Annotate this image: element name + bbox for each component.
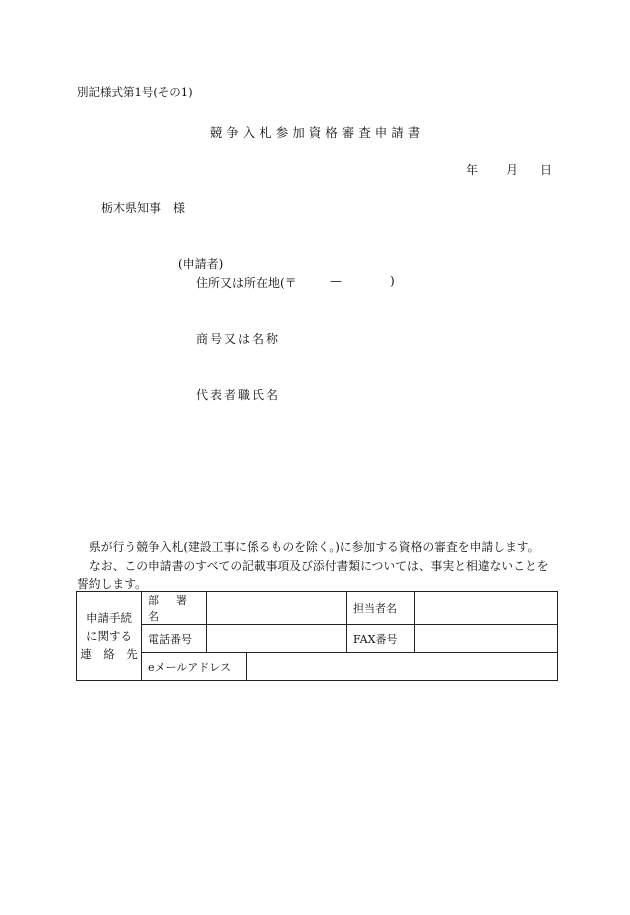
date-month-label: 月 — [506, 163, 519, 177]
person-label: 担当者名 — [347, 592, 415, 625]
phone-field[interactable] — [207, 625, 347, 653]
contact-table — [76, 591, 558, 681]
statement-line-1: 県が行う競争入札(建設工事に係るものを除く。)に参加する資格の審査を申請します。 — [89, 540, 540, 554]
phone-label: 電話番号 — [142, 625, 207, 653]
document-title: 競争入札参加資格審査申請書 — [209, 125, 425, 140]
representative-label: 代表者職氏名 — [196, 388, 281, 402]
department-label: 部 署 名 — [142, 592, 207, 625]
email-field[interactable] — [247, 653, 558, 681]
contact-row-header — [77, 592, 142, 681]
applicant-heading: (申請者) — [178, 257, 224, 271]
address-close-paren: ) — [390, 274, 395, 288]
address-label: 住所又は所在地(〒 — [196, 276, 297, 290]
department-field[interactable] — [207, 592, 347, 625]
date-day-label: 日 — [540, 163, 553, 177]
statement-line-3: 誓約します。 — [77, 577, 147, 591]
person-field[interactable] — [415, 592, 558, 625]
postal-dash: — — [330, 274, 342, 288]
contact-row-header-line-3: 連 絡 先 — [80, 647, 138, 661]
fax-label: FAX番号 — [347, 625, 415, 653]
contact-row-header-line-1: 申請手続 — [86, 611, 132, 625]
fax-field[interactable] — [415, 625, 558, 653]
addressee: 栃木県知事 様 — [101, 201, 186, 215]
form-id: 別記様式第1号(その1) — [77, 85, 193, 99]
email-label: eメールアドレス — [142, 653, 247, 681]
trade-name-label: 商号又は名称 — [196, 332, 281, 346]
date-year-label: 年 — [466, 163, 479, 177]
statement-line-2: なお、この申請書のすべての記載事項及び添付書類については、事実と相違ないことを — [89, 559, 549, 573]
contact-row-header-line-2: に関する — [86, 629, 132, 643]
